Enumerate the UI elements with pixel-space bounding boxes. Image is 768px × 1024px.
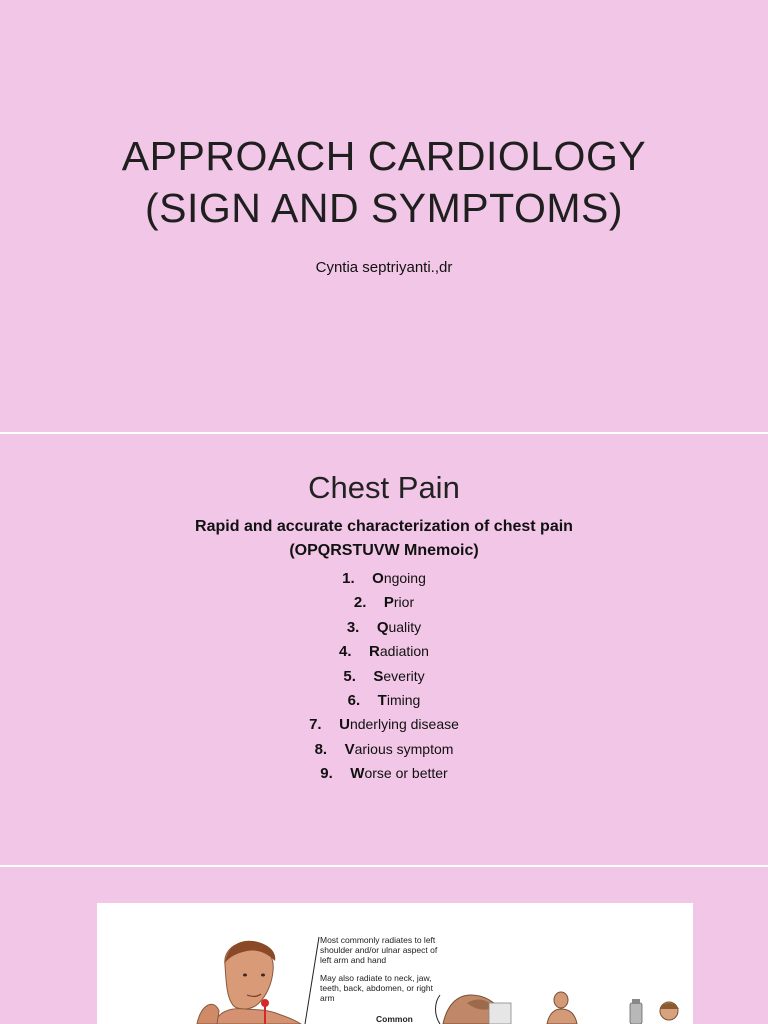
- list-item: [0, 590, 768, 614]
- item-initial: Q: [376, 618, 389, 636]
- radiation-note-primary: Most commonly radiates to left shoulder and/or ulnar aspect of left arm and hand: [320, 935, 438, 965]
- subtitle-line-2: (OPQRSTUVW Mnemoic): [289, 542, 479, 559]
- list-item: [0, 615, 768, 639]
- slide-heading: Chest Pain: [308, 470, 460, 505]
- item-text: orse or better: [364, 765, 448, 782]
- slide-title: [0, 0, 768, 432]
- item-initial: W: [350, 765, 365, 783]
- list-item: [0, 639, 768, 663]
- item-number: 1.: [342, 570, 355, 587]
- patient-figure: [197, 941, 301, 1024]
- item-text: rior: [393, 594, 415, 611]
- item-number: 4.: [339, 643, 352, 661]
- chest-pain-radiation-figure: [97, 903, 693, 1024]
- item-text: everity: [383, 667, 425, 684]
- item-text: iming: [386, 691, 421, 708]
- title-line-1: APPROACH CARDIOLOGY: [121, 133, 647, 179]
- item-text: nderlying disease: [349, 716, 459, 733]
- item-initial: P: [383, 594, 394, 612]
- item-text: ngoing: [383, 570, 426, 586]
- item-initial: R: [369, 643, 380, 661]
- item-number: 3.: [346, 618, 360, 636]
- list-item: [0, 688, 768, 712]
- presentation-title: [0, 130, 768, 234]
- item-number: 7.: [309, 716, 322, 734]
- list-item: [0, 566, 768, 590]
- common-label: Common: [376, 1014, 413, 1024]
- item-number: 6.: [347, 691, 361, 709]
- item-initial: V: [344, 740, 355, 758]
- list-item: [0, 761, 768, 785]
- item-initial: U: [339, 716, 350, 734]
- item-number: 9.: [320, 765, 333, 783]
- radiation-note-secondary: May also radiate to neck, jaw, teeth, back, abdomen, or right arm: [320, 973, 433, 1003]
- item-initial: O: [372, 570, 384, 587]
- author-name: Cyntia septriyanti.,dr: [315, 259, 453, 276]
- scene-figures: [443, 992, 679, 1024]
- annotation-line: [305, 937, 319, 1024]
- item-text: arious symptom: [354, 740, 454, 757]
- title-line-2: (SIGN AND SYMPTOMS): [144, 185, 624, 231]
- list-item: [0, 712, 768, 736]
- subtitle-line-1: Rapid and accurate characterization of chest pain: [195, 518, 573, 535]
- mnemonic-list: [0, 566, 768, 786]
- item-text: uality: [388, 618, 422, 635]
- list-item: [0, 737, 768, 761]
- item-text: adiation: [379, 643, 429, 660]
- item-number: 8.: [314, 740, 328, 758]
- list-item: [0, 664, 768, 688]
- item-initial: T: [377, 691, 387, 709]
- item-number: 5.: [343, 667, 356, 685]
- item-number: 2.: [353, 594, 367, 612]
- item-initial: S: [373, 667, 384, 685]
